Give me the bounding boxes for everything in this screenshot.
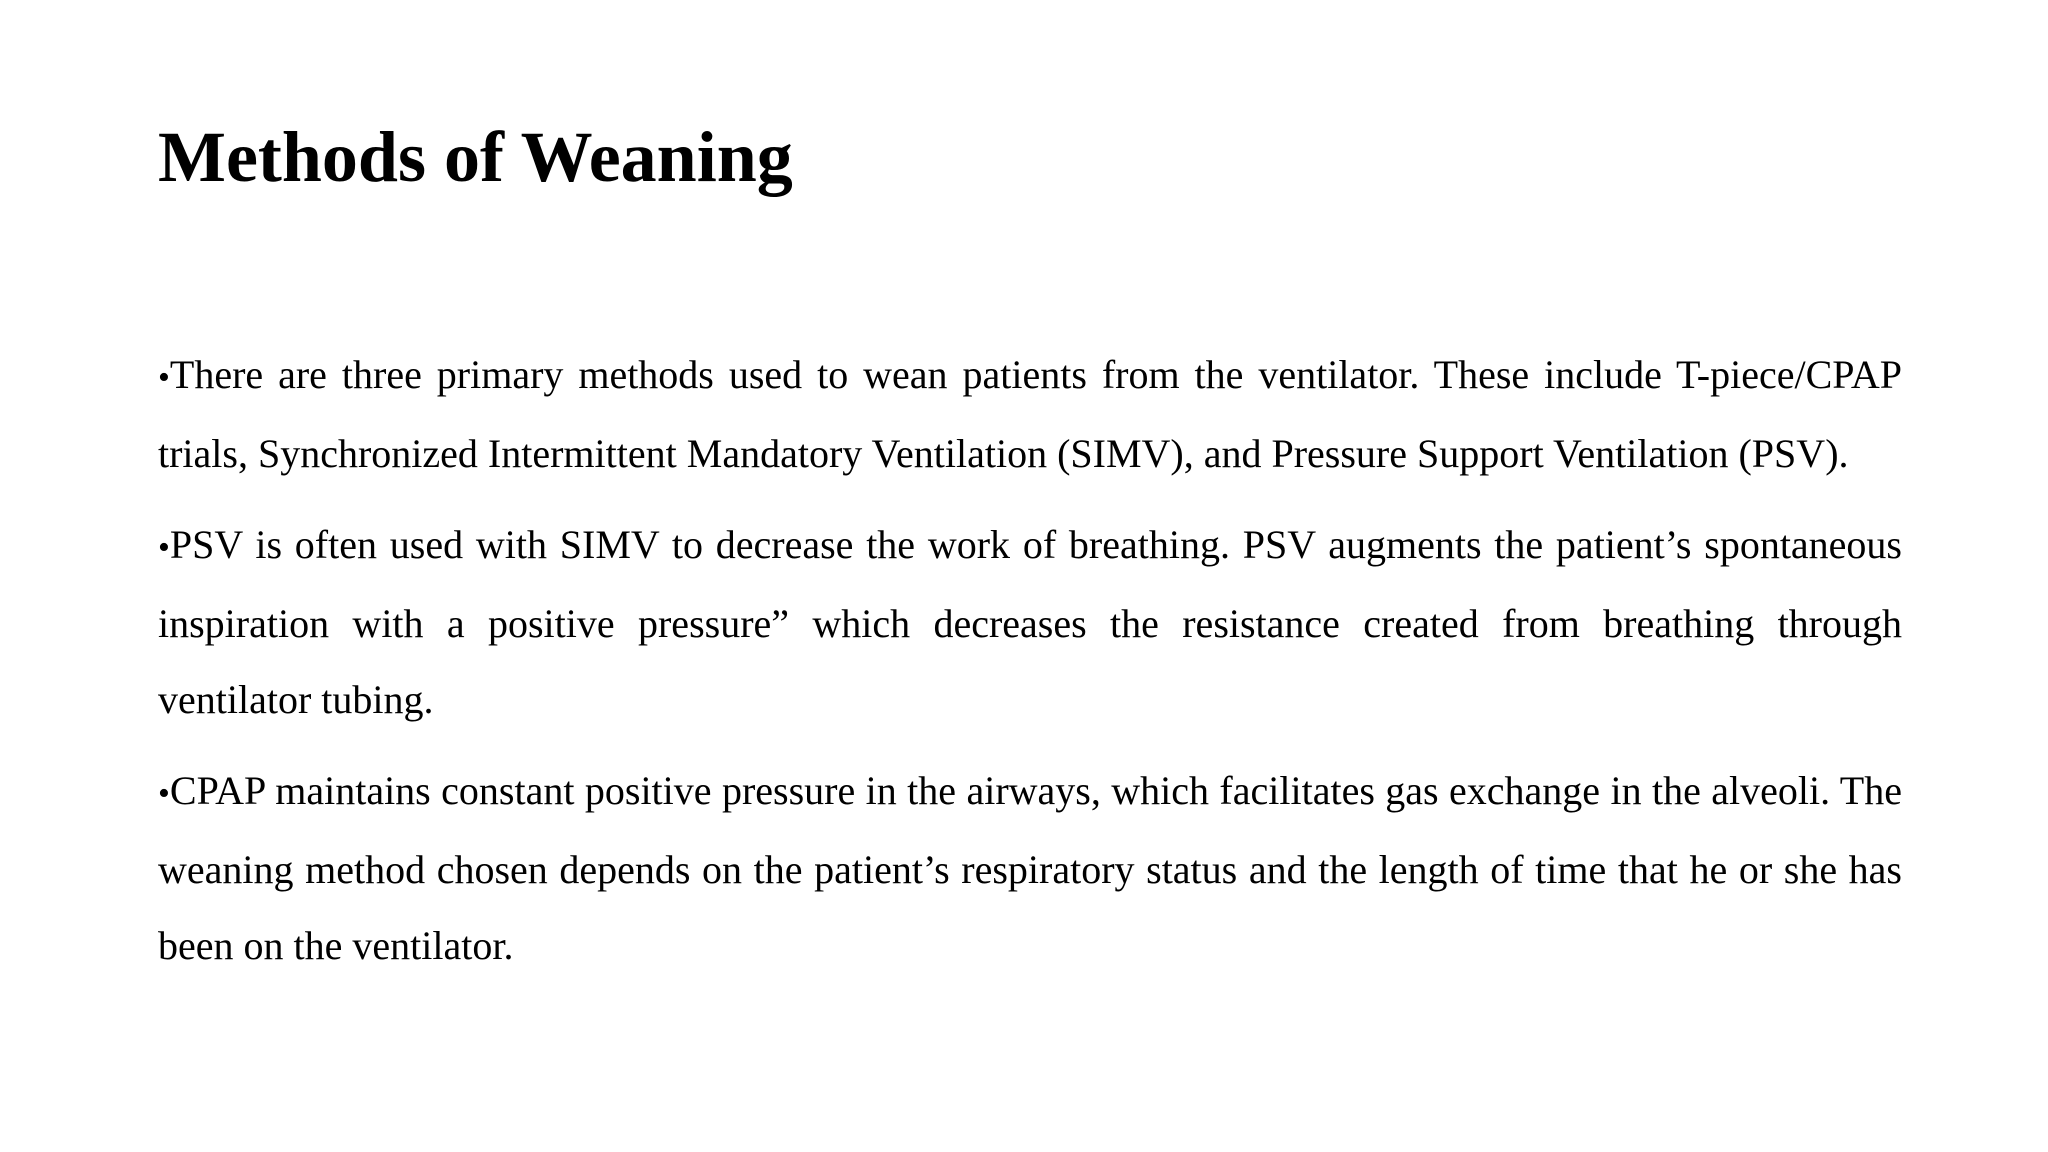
- bullet-item-psv: [158, 507, 1902, 738]
- bullet-list: [158, 337, 1902, 999]
- bullet-item-cpap: [158, 753, 1902, 984]
- slide-title: Methods of Weaning: [158, 117, 793, 197]
- bullet-text: CPAP maintains constant positive pressure in the airways, which facilitates gas exchange in the alveoli. The weaning method chosen depends on the patient’s respiratory status and the length of time that he or she has been on the ventilator.: [158, 768, 1902, 968]
- bullet-mark: •: [158, 529, 170, 566]
- bullet-item-weaning-methods: [158, 337, 1902, 492]
- bullet-text: PSV is often used with SIMV to decrease the work of breathing. PSV augments the patient’s spontaneous inspiration with a positive pressure” which decreases the resistance created from breathing through ventilator tubing.: [158, 522, 1902, 722]
- bullet-mark: •: [158, 359, 170, 396]
- bullet-mark: •: [158, 775, 170, 812]
- bullet-text: There are three primary methods used to wean patients from the ventilator. These include T-piece/CPAP trials, Synchronized Intermittent Mandatory Ventilation (SIMV), and Pressure Support Ventilation (PSV).: [158, 352, 1902, 476]
